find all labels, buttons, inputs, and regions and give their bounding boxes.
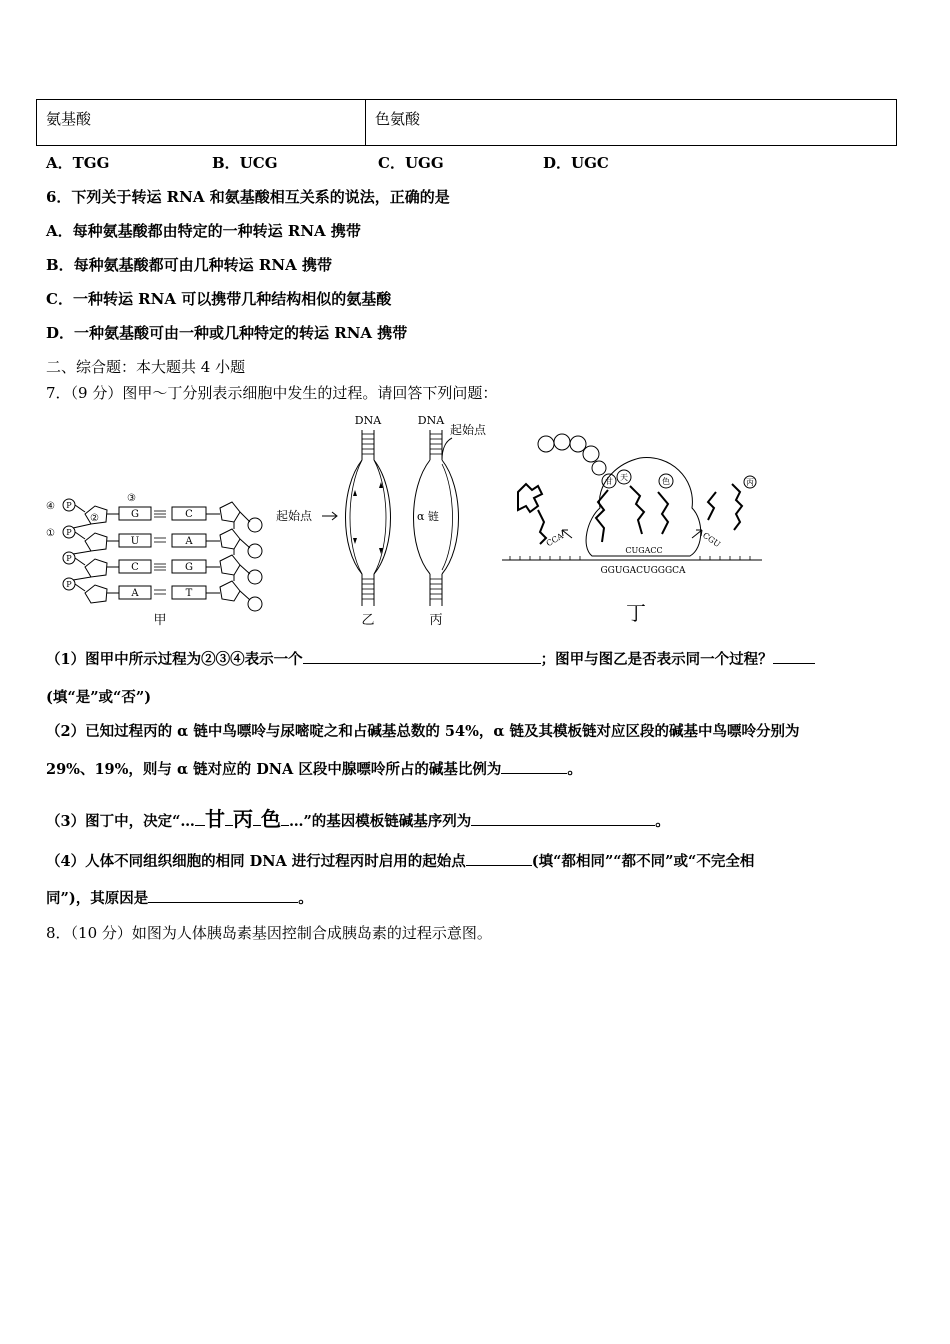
q6-stem: 6．下列关于转运 RNA 和氨基酸相互关系的说法，正确的是 — [46, 188, 450, 206]
base-right: T — [185, 588, 193, 599]
arrow-down — [353, 538, 357, 544]
q7-figure — [40, 408, 780, 633]
figure-bing — [414, 414, 488, 628]
q5-option-a: A．TGG — [46, 154, 110, 172]
dna-label: DNA — [417, 414, 445, 427]
q7-part2-line2: 29%、19%，则与 α 链对应的 DNA 区段中腺嘌呤所占的碱基比例为 。 — [46, 761, 582, 778]
base-left: U — [130, 536, 140, 547]
amino-label: 色 — [662, 477, 670, 486]
mrna-sequence: GGUGACUGGGCA — [600, 566, 686, 576]
q7-part2-line1: （2）已知过程丙的 α 链中鸟嘌呤与尿嘧啶之和占碱基总数的 54%，α 链及其模板链对应区段的碱基中鸟嘌呤分别为 — [46, 723, 800, 740]
arrow-up — [353, 490, 357, 496]
label-4: ④ — [46, 501, 55, 512]
table-cell-tryptophan: 色氨酸 — [375, 110, 421, 128]
sugar-pentagon — [220, 555, 240, 575]
origin-label: 起始点 — [450, 423, 487, 437]
origin-label: 起始点 — [276, 509, 313, 523]
anticodon-center: CUGACC — [625, 546, 663, 555]
caption-yi: 乙 — [361, 613, 375, 628]
caption-ding: 丁 — [626, 601, 646, 625]
figure-yi — [276, 414, 391, 628]
amino-label: 天 — [620, 473, 628, 482]
q7-part4-line2: 同”)，其原因是 。 — [46, 890, 313, 907]
phosphate-label: P — [66, 554, 72, 563]
q5-option-c: C．UGG — [378, 154, 444, 172]
amino-gly: 甘 — [204, 807, 225, 831]
phosphate-label: P — [66, 501, 72, 510]
answer-blank[interactable] — [466, 864, 532, 866]
figure-ding — [502, 434, 762, 625]
section-2-heading: 二、综合题：本大题共 4 小题 — [46, 358, 246, 376]
label-3: ③ — [127, 493, 136, 504]
q5-option-b: B．UCG — [212, 154, 278, 172]
answer-blank[interactable] — [471, 824, 655, 826]
sugar-pentagon — [85, 585, 107, 603]
caption-bing: 丙 — [429, 613, 443, 628]
anticodon-left: CCA — [544, 531, 565, 549]
base-left: G — [131, 509, 139, 520]
answer-blank[interactable] — [303, 662, 541, 664]
caption-jia: 甲 — [153, 613, 167, 628]
q6-option-a: A．每种氨基酸都由特定的一种转运 RNA 携带 — [46, 222, 361, 240]
q6-option-c: C．一种转运 RNA 可以携带几种结构相似的氨基酸 — [46, 290, 392, 308]
answer-blank[interactable] — [148, 901, 298, 903]
q6-option-d: D．一种氨基酸可由一种或几种特定的转运 RNA 携带 — [46, 324, 408, 342]
q8-stem: 8．（10 分）如图为人体胰岛素基因控制合成胰岛素的过程示意图。 — [46, 924, 492, 942]
label-2: ② — [90, 513, 99, 524]
phosphate-group — [63, 499, 75, 590]
dna-label: DNA — [354, 414, 382, 427]
q7-stem: 7．（9 分）图甲～丁分别表示细胞中发生的过程。请回答下列问题： — [46, 384, 498, 402]
answer-blank[interactable] — [773, 662, 815, 664]
q6-option-b: B．每种氨基酸都可由几种转运 RNA 携带 — [46, 256, 332, 274]
amino-label: 丙 — [746, 478, 754, 487]
q5-option-d: D．UGC — [543, 154, 609, 172]
alpha-chain-label: α 链 — [417, 510, 439, 523]
base-right: A — [185, 536, 193, 547]
answer-blank[interactable] — [501, 772, 567, 774]
q7-part3: （3）图丁中，决定“… 甘 丙 色 …”的基因模板链碱基序列为 。 — [46, 807, 670, 831]
table-cell-amino-acid: 氨基酸 — [37, 100, 366, 145]
sugar-pentagon — [220, 502, 240, 522]
phosphate-label: P — [66, 528, 72, 537]
amino-ala: 丙 — [232, 807, 253, 831]
q7-part1-line2: (填“是”或“否”) — [46, 689, 152, 706]
sugar-pentagon — [220, 529, 240, 549]
codon-table — [36, 99, 897, 146]
sugar-pentagon — [85, 533, 107, 551]
amino-trp: 色 — [260, 807, 281, 831]
phosphate-label: P — [66, 580, 72, 589]
label-1: ① — [46, 528, 55, 539]
base-left: A — [131, 588, 139, 599]
figure-jia — [46, 493, 262, 628]
base-right: G — [185, 562, 193, 573]
sugar-pentagon — [85, 559, 107, 577]
q7-part1-line1: （1）图甲中所示过程为②③④表示一个 ；图甲与图乙是否表示同一个过程？ — [46, 648, 815, 669]
base-right: C — [185, 509, 193, 520]
anticodon-right: CGU — [700, 530, 722, 550]
amino-label: 甘 — [605, 477, 613, 486]
q7-part4-line1: （4）人体不同组织细胞的相同 DNA 进行过程丙时启用的起始点 (填“都相同”“都不同”或“不完全相 — [46, 853, 755, 870]
sugar-pentagon — [220, 581, 240, 601]
base-left: C — [131, 562, 139, 573]
